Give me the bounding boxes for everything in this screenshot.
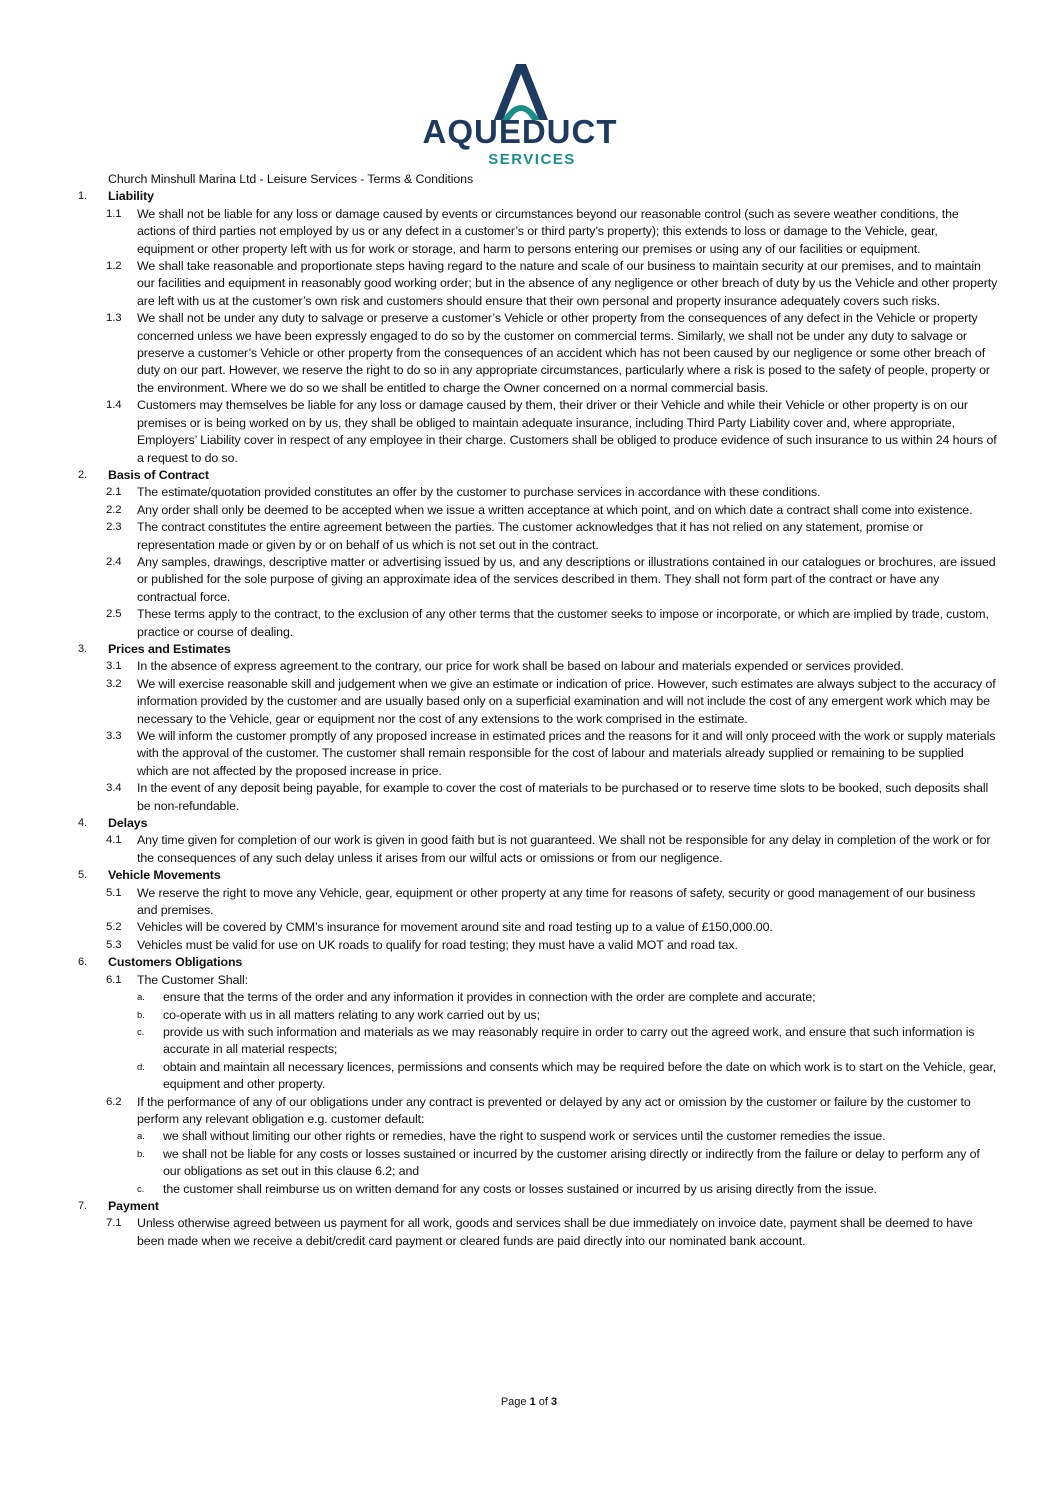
clause-number: 5.2	[106, 921, 122, 934]
document-title: Church Minshull Marina Ltd - Leisure Services - Terms & Conditions	[108, 172, 474, 186]
clause-text: Any samples, drawings, descriptive matter or advertising issued by us, and any descriptions or illustrations contained in our catalogues or brochures, are issued or published for the sole purpose of giving an approximate idea of the services described in them. They shall not form part of the contract or have any contractual force.	[137, 554, 996, 604]
sub-clause	[78, 1024, 998, 1059]
clause	[78, 972, 998, 989]
clause-number: 6.2	[106, 1095, 122, 1108]
sub-clause-text: provide us with such information and materials as we may reasonably require in order to carry out the agreed work, and ensure that such information is accurate in all material respects;	[163, 1024, 975, 1057]
clause-number: 3.2	[106, 677, 122, 690]
clause	[78, 937, 998, 954]
sub-clause-letter: c.	[137, 1183, 145, 1195]
clause-text: Unless otherwise agreed between us payment for all work, goods and services shall be due immediately on invoice date, payment shall be deemed to have been made when we receive a debit/credit card payment or cleared funds are paid directly into our nominated bank account.	[137, 1216, 973, 1248]
clause	[78, 310, 998, 397]
clause-text: These terms apply to the contract, to the exclusion of any other terms that the customer seeks to impose or incorporate, or which are implied by trade, custom, practice or course of dealing.	[137, 607, 989, 639]
clause-number: 2.4	[106, 555, 122, 568]
section-heading: Prices and Estimates	[108, 641, 231, 656]
section-heading-row	[78, 954, 998, 971]
clause-number: 1.2	[106, 260, 122, 273]
footer-page-total: 3	[551, 1396, 558, 1408]
sections-container	[78, 188, 998, 1250]
sub-clause	[78, 1181, 998, 1198]
clause-text: Customers may themselves be liable for any loss or damage caused by them, their driver or their Vehicle and while their Vehicle or other property is on our premises or is being worked on by us, they shall be obliged to maintain adequate insurance, including Third Party Liability cover and, where appropriate, Employers’ Liability cover in respect of any employee in their charge. Customers shall be obliged to produce evidence of such insurance to us within 24 hours of a request to do so.	[137, 398, 997, 465]
section-number: 5.	[78, 869, 87, 882]
clause	[78, 206, 998, 258]
clause-number: 2.3	[106, 521, 122, 534]
sub-clause	[78, 1059, 998, 1094]
section-heading: Customers Obligations	[108, 955, 243, 970]
clause-number: 2.5	[106, 608, 122, 621]
section-number: 4.	[78, 817, 87, 830]
clause-number: 7.1	[106, 1217, 122, 1230]
clause-text: We will exercise reasonable skill and judgement when we give an estimate or indication of price. However, such estimates are always subject to the accuracy of information provided by the customer and are usually based only on a superficial examination and will not include the cost of any emergent work which may be necessary to the Vehicle, gear or equipment nor the cost of any extensions to the work comprised in the estimate.	[137, 676, 996, 726]
sub-clause	[78, 1128, 998, 1145]
clause	[78, 658, 998, 675]
clause-text: Vehicles must be valid for use on UK roads to qualify for road testing; they must have a valid MOT and road tax.	[137, 937, 738, 952]
clause-number: 3.4	[106, 782, 122, 795]
sub-clause-text: the customer shall reimburse us on written demand for any costs or losses sustained or incurred by us arising directly from the issue.	[163, 1181, 877, 1196]
section-number: 3.	[78, 642, 87, 655]
section-heading: Vehicle Movements	[108, 868, 221, 883]
sub-clause-text: we shall without limiting our other rights or remedies, have the right to suspend work or services until the customer remedies the issue.	[163, 1129, 886, 1144]
sub-clause	[78, 1007, 998, 1024]
section-number: 6.	[78, 956, 87, 969]
clause	[78, 397, 998, 467]
clause-text: The estimate/quotation provided constitutes an offer by the customer to purchase services in accordance with these conditions.	[137, 485, 821, 500]
clause	[78, 728, 998, 780]
section-heading: Delays	[108, 816, 148, 831]
aqueduct-logo	[398, 60, 642, 170]
sub-clause-letter: a.	[137, 992, 145, 1004]
clause-text: We shall not be liable for any loss or damage caused by events or circumstances beyond our reasonable control (such as severe weather conditions, the actions of third parties not employed by us or any defect in a customer’s or third party’s property); this extends to loss or damage to the Vehicle, gear, equipment or other property left with us for work or storage, and harm to persons entering our premises or using any of our facilities or equipment.	[137, 206, 959, 256]
clause	[78, 1094, 998, 1129]
footer-of: of	[538, 1396, 548, 1408]
clause-text: Any order shall only be deemed to be accepted when we issue a written acceptance at which point, and on which date a contract shall come into existence.	[137, 502, 973, 517]
sub-clause-letter: a.	[137, 1131, 145, 1143]
section-number: 7.	[78, 1199, 87, 1212]
section-heading-row	[78, 867, 998, 884]
sub-clause	[78, 1146, 998, 1181]
clause-text: If the performance of any of our obligations under any contract is prevented or delayed by any act or omission by the customer or failure by the customer to perform any relevant obligation e.g. customer default:	[137, 1094, 971, 1126]
section-heading: Payment	[108, 1198, 159, 1213]
sub-clause-text: co-operate with us in all matters relating to any work carried out by us;	[163, 1007, 540, 1022]
clause-number: 1.3	[106, 312, 122, 325]
section-heading-row	[78, 815, 998, 832]
section-number: 2.	[78, 468, 87, 481]
sub-clause-text: we shall not be liable for any costs or losses sustained or incurred by the customer arising directly or indirectly from the failure or delay to perform any of our obligations as set out in this clause 6.2; and	[163, 1146, 980, 1179]
sub-clause	[78, 989, 998, 1006]
clause	[78, 484, 998, 501]
clause-text: The contract constitutes the entire agreement between the parties. The customer acknowledges that it has not relied on any statement, promise or representation made or given by or on behalf of us which is not set out in the contract.	[137, 520, 924, 552]
clause-number: 3.1	[106, 660, 122, 673]
clause-text: The Customer Shall:	[137, 972, 249, 987]
clause-text: We reserve the right to move any Vehicle, gear, equipment or other property at any time for reasons of safety, security or good management of our business and premises.	[137, 885, 976, 918]
clause-number: 2.2	[106, 503, 122, 516]
clause	[78, 885, 998, 920]
section-heading-row	[78, 1198, 998, 1215]
clause	[78, 832, 998, 867]
section-heading-row	[78, 641, 998, 658]
sub-clause-letter: c.	[137, 1026, 145, 1038]
logo-arch-mark	[494, 64, 548, 120]
clause-number: 5.1	[106, 886, 122, 899]
logo-wordmark: AQUEDUCT	[422, 113, 618, 150]
clause-number: 4.1	[106, 834, 122, 847]
sub-clause-text: obtain and maintain all necessary licences, permissions and consents which may be required before the date on which work is to start on the Vehicle, gear, equipment and other property.	[163, 1059, 997, 1092]
logo-subtitle: SERVICES	[488, 151, 576, 168]
clause-number: 3.3	[106, 730, 122, 742]
clause-text: We will inform the customer promptly of any proposed increase in estimated prices and the reasons for it and will only proceed with the work or supply materials with the approval of the customer. The customer shall remain responsible for the cost of labour and materials already supplied or remaining to be supplied which are not affected by the proposed increase in price.	[137, 729, 996, 778]
clause-text: In the absence of express agreement to the contrary, our price for work shall be based on labour and materials expended or services provided.	[137, 659, 904, 674]
page-footer	[0, 1396, 1058, 1408]
clause-number: 6.1	[106, 973, 122, 986]
section-heading: Basis of Contract	[108, 467, 209, 482]
clause-text: In the event of any deposit being payable, for example to cover the cost of materials to be purchased or to reserve time slots to be booked, such deposits shall be non-refundable.	[137, 781, 989, 813]
clause	[78, 502, 998, 519]
clause-text: Any time given for completion of our work is given in good faith but is not guaranteed. We shall not be responsible for any delay in completion of the work or for the consequences of any such delay unless it arises from our wilful acts or omissions or from our negligence.	[137, 833, 991, 865]
footer-page-number: 1	[529, 1396, 536, 1408]
clause	[78, 258, 998, 310]
section-heading-row	[78, 188, 998, 205]
clause	[78, 554, 998, 606]
clause-text: We shall take reasonable and proportionate steps having regard to the nature and scale of our business to maintain security at our premises, and to maintain our facilities and equipment in reasonably good working order; but in the absence of any negligence or other breach of duty by us the Vehicle and other property are left with us at the customer’s own risk and customers should ensure that their own personal and property insurance adequately covers such risks.	[137, 259, 998, 308]
clause-number: 2.1	[106, 486, 122, 499]
clause-text: We shall not be under any duty to salvage or preserve a customer’s Vehicle or other property from the consequences of any defect in the Vehicle or property concerned unless we have been expressly engaged to do so by the customer on commercial terms. Similarly, we shall not be under any duty to salvage or preserve a customer’s Vehicle or other property from the consequences of an accident which has not been caused by our negligence or some other breach of duty on our part. However, we reserve the right to do so in any appropriate circumstances, particularly where a risk is posed to the safety of people, property or the environment. Where we do so we shall be entitled to charge the Owner concerned on a normal commercial basis.	[137, 311, 990, 395]
clause-number: 1.1	[106, 207, 122, 220]
clause	[78, 519, 998, 554]
clause	[78, 780, 998, 815]
terms-document	[78, 171, 998, 1250]
clause-number: 5.3	[106, 938, 122, 951]
section-heading-row	[78, 467, 998, 484]
section-number: 1.	[78, 190, 87, 203]
clause-text: Vehicles will be covered by CMM’s insurance for movement around site and road testing up to a value of £150,000.00.	[137, 920, 773, 935]
clause	[78, 676, 998, 728]
sub-clause-letter: b.	[137, 1148, 145, 1160]
clause-number: 1.4	[106, 399, 122, 412]
clause	[78, 1215, 998, 1250]
section-heading: Liability	[108, 189, 154, 204]
sub-clause-letter: d.	[137, 1061, 145, 1073]
clause	[78, 606, 998, 641]
sub-clause-letter: b.	[137, 1009, 145, 1021]
clause	[78, 919, 998, 936]
footer-page-prefix: Page	[500, 1396, 527, 1408]
sub-clause-text: ensure that the terms of the order and any information it provides in connection with the order are complete and accurate;	[163, 990, 816, 1005]
